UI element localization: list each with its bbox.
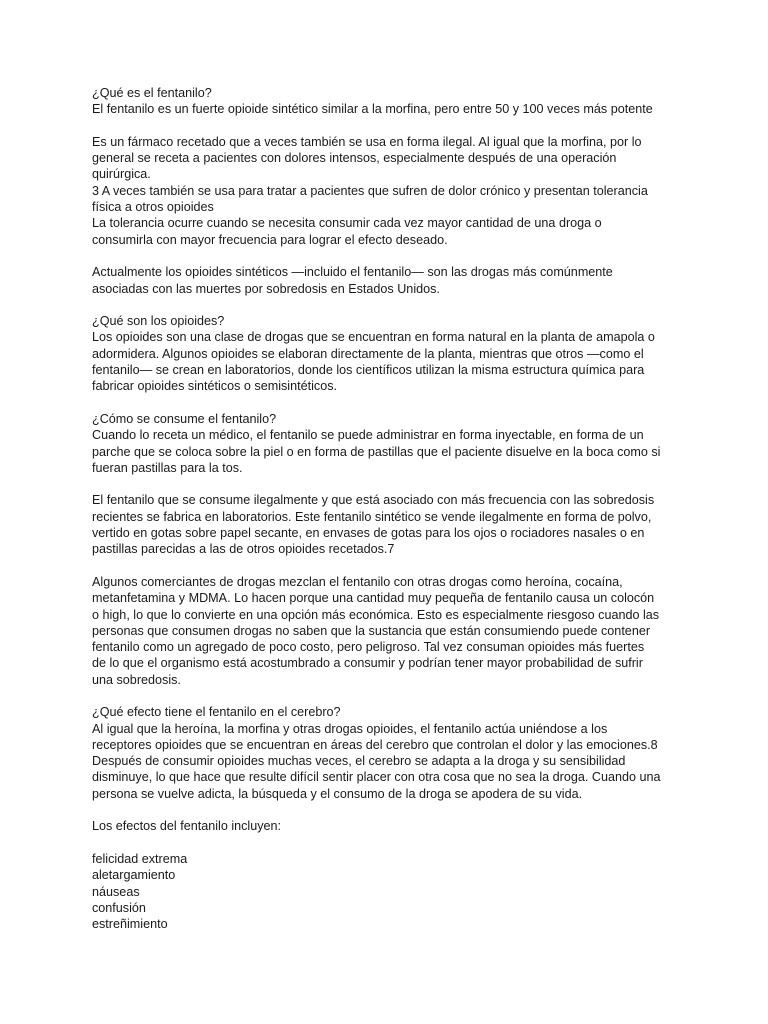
- text-line: ¿Qué efecto tiene el fentanilo en el cerebro?: [92, 705, 341, 720]
- paragraph-gap: [92, 835, 692, 851]
- text-line: Cuando lo receta un médico, el fentanilo se puede administrar en forma inyectable, en forma de un: [92, 428, 644, 443]
- text-line: parche que se coloca sobre la piel o en forma de pastillas que el paciente disuelve en la boca como si: [92, 444, 661, 459]
- text-line: recientes se fabrica en laboratorios. Este fentanilo sintético se vende ilegalmente en forma de polvo,: [92, 509, 652, 524]
- paragraph-gap: [92, 476, 692, 492]
- text-line: fentanilo como un agregado de poco costo, pero peligroso. Tal vez consuman opioides más fuertes: [92, 640, 645, 655]
- text-line: Es un fármaco recetado que a veces también se usa en forma ilegal. Al igual que la morfina, por lo: [92, 134, 642, 149]
- text-line: ¿Qué es el fentanilo?: [92, 86, 212, 100]
- text-line: El fentanilo que se consume ilegalmente y que está asociado con más frecuencia con las sobredosis: [92, 493, 655, 508]
- paragraph: [92, 492, 692, 557]
- effects-list: [92, 851, 692, 932]
- text-line: receptores opioides que se encuentran en áreas del cerebro que controlan el dolor y las emociones.8: [92, 737, 658, 752]
- paragraph: [92, 85, 692, 118]
- text-line: quirúrgica.: [92, 167, 151, 182]
- paragraph-gap: [92, 297, 692, 313]
- paragraph-gap: [92, 688, 692, 704]
- paragraph-gap: [92, 395, 692, 411]
- text-line: consumirla con mayor frecuencia para lograr el efecto deseado.: [92, 232, 448, 247]
- text-line: de lo que el organismo está acostumbrado a consumir y podrían tener mayor probabilidad de sufrir: [92, 656, 643, 671]
- text-line: pastillas parecidas a las de otros opioides recetados.7: [92, 542, 395, 557]
- text-line: personas que consumen drogas no saben que la sustancia que están consumiendo puede contener: [92, 623, 651, 638]
- text-line: fueran pastillas para la tos.: [92, 460, 243, 475]
- list-item: aletargamiento: [92, 868, 176, 883]
- text-line: Los efectos del fentanilo incluyen:: [92, 819, 282, 834]
- paragraph: [92, 818, 692, 834]
- paragraph-gap: [92, 248, 692, 264]
- text-line: Algunos comerciantes de drogas mezclan el fentanilo con otras drogas como heroína, cocaína,: [92, 574, 623, 589]
- text-line: asociadas con las muertes por sobredosis en Estados Unidos.: [92, 281, 440, 296]
- text-line: adormidera. Algunos opioides se elaboran directamente de la planta, mientras que otros —como el: [92, 346, 644, 361]
- list-item: náuseas: [92, 884, 140, 899]
- paragraph-gap: [92, 802, 692, 818]
- text-line: una sobredosis.: [92, 672, 181, 687]
- text-line: ¿Cómo se consume el fentanilo?: [92, 411, 277, 426]
- text-line: Los opioides son una clase de drogas que se encuentran en forma natural en la planta de amapola o: [92, 330, 655, 345]
- paragraph: [92, 313, 692, 394]
- text-line: metanfetamina y MDMA. Lo hacen porque una cantidad muy pequeña de fentanilo causa un colocón: [92, 591, 655, 606]
- text-line: fabricar opioides sintéticos o semisintéticos.: [92, 379, 337, 394]
- list-item: confusión: [92, 900, 146, 915]
- text-line: El fentanilo es un fuerte opioide sintético similar a la morfina, pero entre 50 y 100 veces más potente: [92, 102, 653, 117]
- paragraph: [92, 574, 692, 688]
- text-line: fentanilo— se crean en laboratorios, donde los científicos utilizan la misma estructura química para: [92, 363, 645, 378]
- paragraph-gap: [92, 118, 692, 134]
- text-line: Al igual que la heroína, la morfina y otras drogas opioides, el fentanilo actúa uniéndose a los: [92, 721, 608, 736]
- text-line: ¿Qué son los opioides?: [92, 314, 225, 329]
- text-line: 3 A veces también se usa para tratar a pacientes que sufren de dolor crónico y presentan tolerancia: [92, 183, 648, 198]
- paragraph: [92, 264, 692, 297]
- paragraph: [92, 704, 692, 802]
- text-line: Actualmente los opioides sintéticos —incluido el fentanilo— son las drogas más comúnmente: [92, 265, 613, 280]
- paragraph-gap: [92, 558, 692, 574]
- paragraph: [92, 134, 692, 248]
- text-line: o high, lo que lo convierte en una opción más económica. Esto es especialmente riesgoso cuando las: [92, 607, 660, 622]
- text-line: física a otros opioides: [92, 200, 214, 215]
- list-item: estreñimiento: [92, 917, 168, 932]
- list-item: felicidad extrema: [92, 851, 188, 866]
- document-page: [92, 85, 692, 932]
- text-line: La tolerancia ocurre cuando se necesita consumir cada vez mayor cantidad de una droga o: [92, 216, 602, 231]
- text-line: vertido en gotas sobre papel secante, en envases de gotas para los ojos o rociadores nasales o en: [92, 526, 645, 541]
- text-line: general se receta a pacientes con dolores intensos, especialmente después de una operación: [92, 151, 617, 166]
- paragraph: [92, 411, 692, 476]
- text-line: Después de consumir opioides muchas veces, el cerebro se adapta a la droga y su sensibilidad: [92, 754, 626, 769]
- text-line: persona se vuelve adicta, la búsqueda y el consumo de la droga se apodera de su vida.: [92, 786, 583, 801]
- text-line: disminuye, lo que hace que resulte difícil sentir placer con otra cosa que no sea la droga. Cuando una: [92, 770, 661, 785]
